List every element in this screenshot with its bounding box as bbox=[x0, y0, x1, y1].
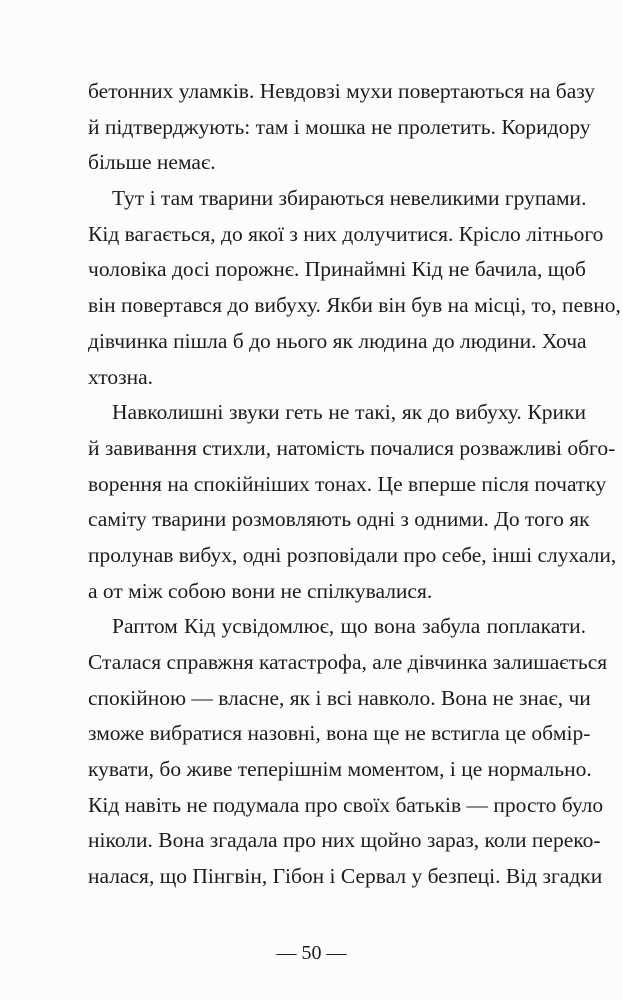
text-line: дівчинка пішла б до нього як людина до людини. Хоча bbox=[88, 328, 587, 353]
paragraph-first-line: Тут і там тварини збираються невеликими групами. bbox=[112, 186, 587, 211]
text-line: пролунав вибух, одні розповідали про себе, інші слухали, bbox=[88, 542, 617, 567]
text-line: більше немає. bbox=[88, 150, 216, 175]
body-text bbox=[88, 78, 621, 899]
text-line: Кід вагається, до якої з них долучитися. Крісло літнього bbox=[88, 221, 604, 246]
text-line: бетонних уламків. Невдовзі мухи повертаються на базу bbox=[88, 79, 596, 103]
text-line: Сталася справжня катастрофа, але дівчинка залишається bbox=[88, 650, 608, 674]
text-line: й завивання стихли, натомість почалися розважливі обго- bbox=[88, 435, 616, 460]
text-line: Кід навіть не подумала про своїх батьків — просто було bbox=[88, 792, 604, 817]
text-line: й підтверджують: там і мошка не пролетить. Коридору bbox=[88, 114, 591, 139]
text-line: ворення на спокійніших тонах. Це вперше після початку bbox=[88, 471, 607, 496]
text-line: чоловіка досі порожнє. Принаймні Кід не бачила, щоб bbox=[88, 257, 586, 282]
text-line: спокійною — власне, як і всі навколо. Вона не знає, чи bbox=[88, 685, 591, 710]
paragraph-first-line: Раптом Кід усвідомлює, що вона забула поплакати. bbox=[112, 614, 586, 639]
text-line: налася, що Пінгвін, Гібон і Сервал у безпеці. Від згадки bbox=[88, 864, 603, 889]
text-line: саміту тварини розмовляють одні з одними. До того як bbox=[88, 507, 590, 532]
text-line: кувати, бо живе теперішнім моментом, і це нормально. bbox=[88, 757, 592, 782]
paragraph-first-line: Навколишні звуки геть не такі, як до вибуху. Крики bbox=[112, 400, 586, 425]
text-line: він повертався до вибуху. Якби він був на місці, то, певно, bbox=[88, 293, 621, 318]
text-line: ніколи. Вона згадала про них щойно зараз, коли переко- bbox=[88, 828, 601, 853]
text-line: а от між собою вони не спілкувалися. bbox=[88, 578, 433, 603]
page-number: — 50 — bbox=[276, 942, 347, 964]
text-line: зможе вибратися назовні, вона ще не встигла це обмір- bbox=[88, 721, 591, 746]
text-line: хтозна. bbox=[88, 364, 153, 389]
